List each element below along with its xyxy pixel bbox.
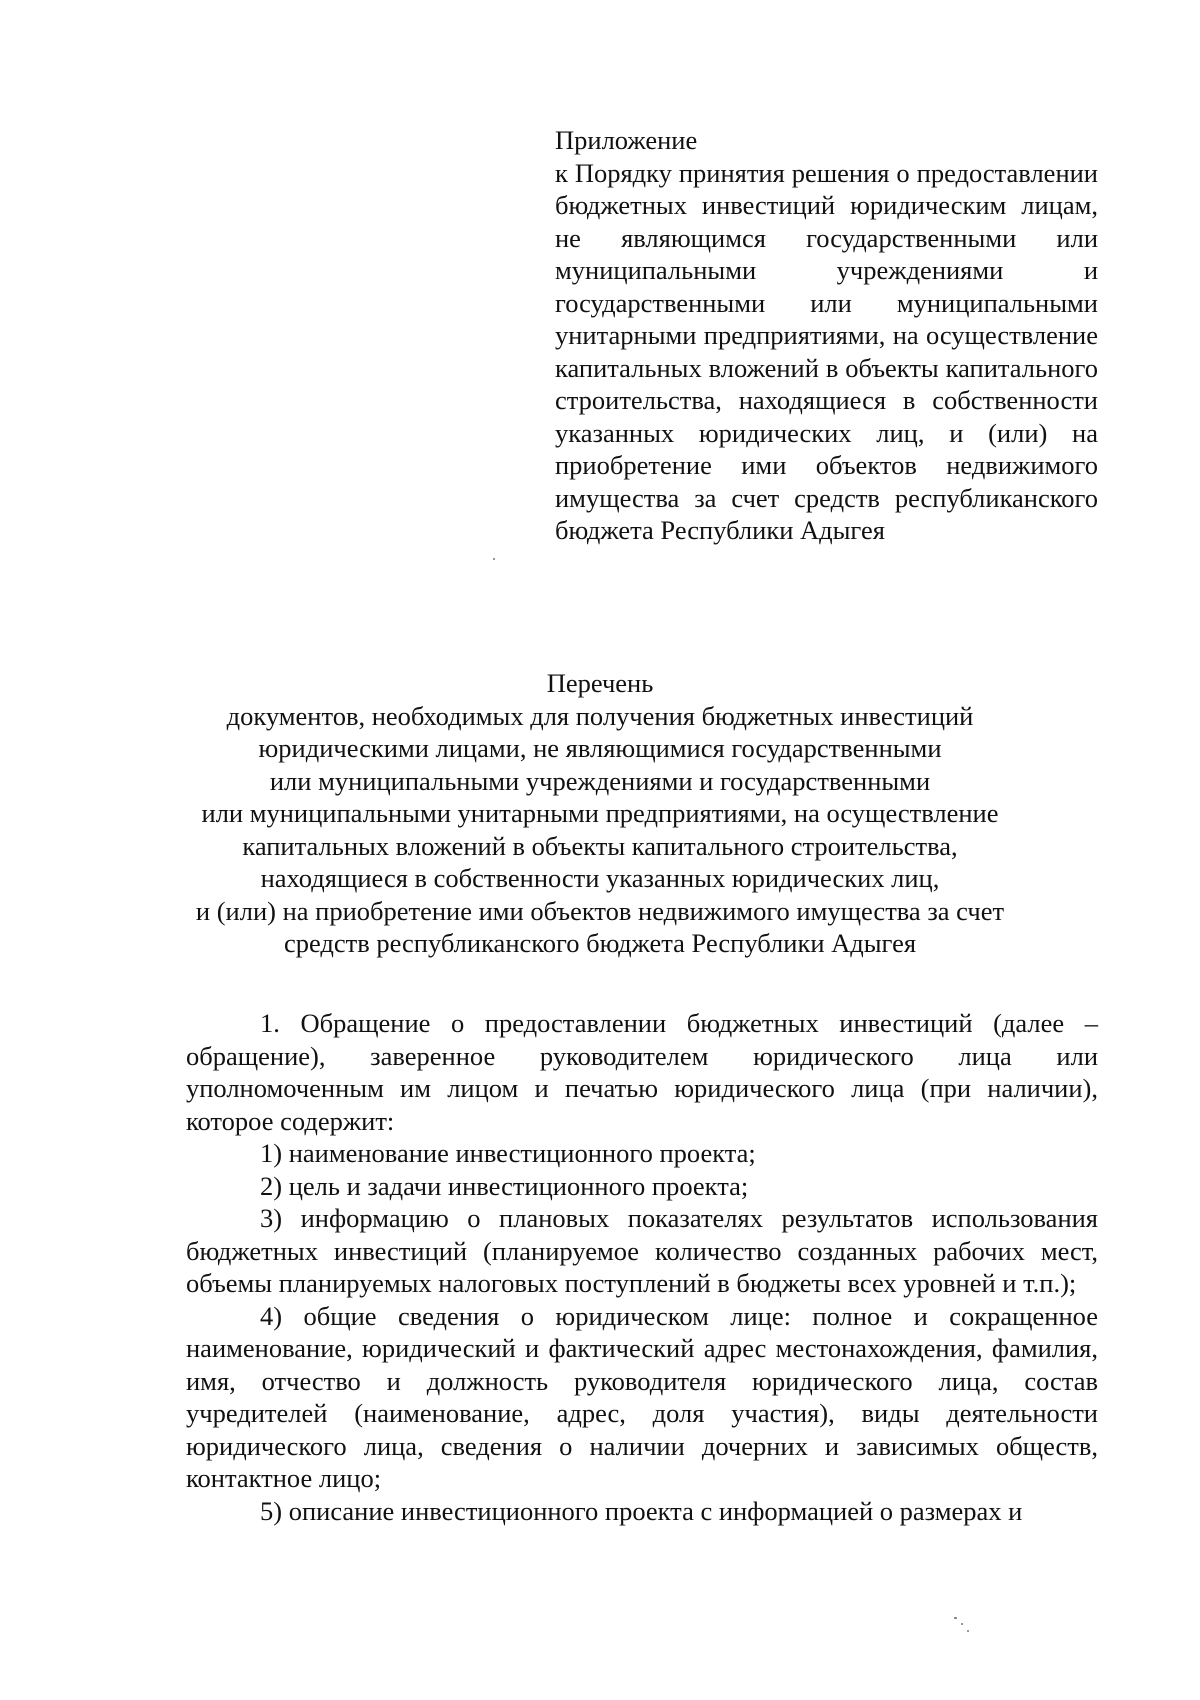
heading-line: или муниципальными унитарными предприятиями, на осуществление <box>201 798 999 828</box>
heading-line: или муниципальными учреждениями и государственными <box>269 765 931 796</box>
list-item: 5) описание инвестиционного проекта с информацией о размерах и <box>260 1495 1023 1526</box>
list-item: 2) цель и задачи инвестиционного проекта; <box>260 1170 749 1201</box>
heading-line: находящиеся в собственности указанных юридических лиц, <box>260 863 940 893</box>
heading-line: документов, необходимых для получения бюджетных инвестиций <box>226 700 974 731</box>
appendix-block <box>555 124 1098 547</box>
list-item: 1. Обращение о предоставлении бюджетных инвестиций (далее – обращение), заверенное руководителем юридического лица или уполномоченным им лицом и печатью юридического лица (при наличии), которое содержит: <box>186 1008 1098 1136</box>
heading-line: и (или) на приобретение ими объектов недвижимого имущества за счет <box>195 895 1005 926</box>
scan-speck <box>961 1623 963 1625</box>
heading-line: капитальных вложений в объекты капитального строительства, <box>242 830 958 861</box>
list-item: 1) наименование инвестиционного проекта; <box>260 1138 756 1168</box>
appendix-title: Приложение <box>555 125 698 155</box>
scan-speck <box>954 1617 957 1619</box>
heading-line: юридическими лицами, не являющимися государственными <box>258 733 942 763</box>
heading-line: средств республиканского бюджета Республики Адыгея <box>283 928 917 958</box>
list-item: 3) информацию о плановых показателях результатов использования бюджетных инвестиций (планируемое количество созданных рабочих мест, объемы планируемых налоговых поступлений в бюджеты всех уровней и т.п.); <box>186 1203 1098 1298</box>
appendix-body: к Порядку принятия решения о предоставлении бюджетных инвестиций юридическим лицам, не являющимся государственными или муниципальными учреждениями и государственными или муниципальными унитарными предприятиями, на осуществление капитальных вложений в объекты капитального строительства, находящиеся в собственности указанных юридических лиц, и (или) на приобретение ими объектов недвижимого имущества за счет средств республиканского бюджета Республики Адыгея <box>555 157 1098 545</box>
heading-title: Перечень <box>546 668 654 698</box>
list-item: 4) общие сведения о юридическом лице: полное и сокращенное наименование, юридический и фактический адрес местонахождения, фамилия, имя, отчество и должность руководителя юридического лица, состав учредителей (наименование, адрес, доля участия), виды деятельности юридического лица, сведения о наличии дочерних и зависимых обществ, контактное лицо; <box>186 1300 1098 1493</box>
scan-speck <box>967 1630 969 1632</box>
document-heading <box>150 667 1050 960</box>
document-list <box>186 1007 1098 1527</box>
scan-speck <box>493 558 495 560</box>
